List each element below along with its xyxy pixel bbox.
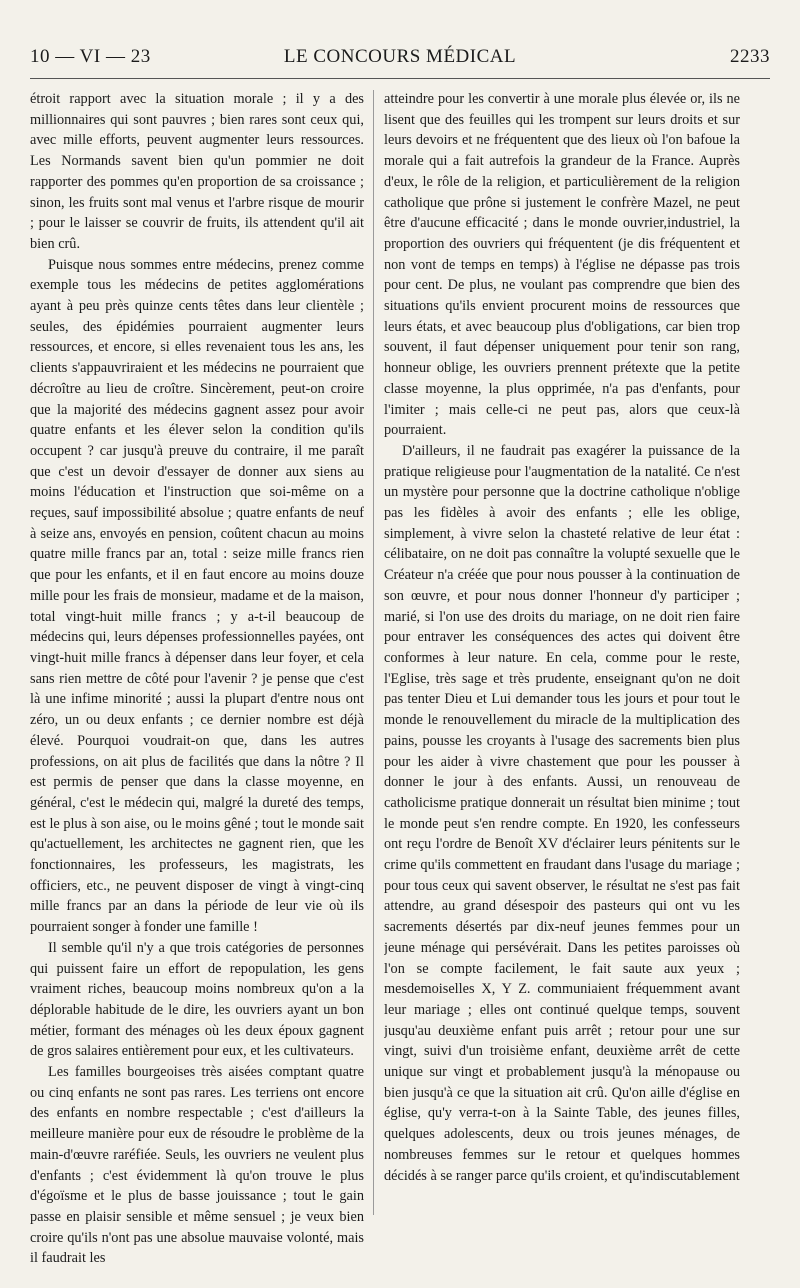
paragraph: atteindre pour les convertir à une morale plus élevée or, ils ne lisent que des feuilles qui les trompent sur leurs droits et sur leurs devoirs et ne fréquentent que des lieux où l'on bafoue la morale qui a fait autrefois la grandeur de la France. Auprès d'eux, le rôle de la religion, et particulièrement de la religion catholique que prône si justement le confrère Mazel, ne peut être d'aucune efficacité ; dans le monde ouvrier,industriel, la proportion des ouvriers qui fréquentent (je dis fréquentent et non vont de temps en temps) à l'église ne dépasse pas trois pour cent. De plus, ne voulant pas comprendre que bien des situations qu'ils envient procurent moins de ressources que leurs états, et avec beaucoup plus d'obligations, car bien trop souvent, il faut dépenser uniquement pour tenir son rang, honneur oblige, les ouvriers prennent prétexte que la petite classe moyenne, la plus opprimée, n'a pas d'enfants, pour l'imiter ; mais celle-ci ne peut pas, alors que ceux-là pourraient. — [384, 91, 740, 439]
paragraph: D'ailleurs, il ne faudrait pas exagérer la puissance de la pratique religieuse pour l'augmentation de la natalité. Ce n'est un mystère pour personne que la doctrine catholique n'oblige pas les fidèles à avoir des enfants ; elle les oblige, simplement, à vivre selon la chasteté relative de leur état : célibataire, on ne doit pas connaître la volupté sexuelle que le Créateur n'a créée que pour nous pousser à la continuation de son œuvre, et pour nous donner l'honneur d'y participer ; marié, si l'on use des droits du mariage, on ne doit rien faire pour entraver les conséquences des actes qui doivent être conformes à leur nature. En cela, comme pour le reste, l'Eglise, très sage et très prudente, enseignant qu'on ne doit pas tenter Dieu et Lui demander tous les jours et pour tout le monde le renouvellement du miracle de la multiplication des pains, pousse les croyants à l'usage des sacrements bien plus pour les aider à vivre chastement que pour les pousser à donner le jour à des enfants. Aussi, un renouveau de catholicisme pratique donnerait un résultat bien minime ; tout le monde peut s'en rendre compte. En 1920, les confesseurs ont reçu l'ordre de Benoît XV d'éclairer leurs pénitents sur le crime qu'ils commettent en fraudant dans l'usage du mariage ; pour tous ceux qui savent observer, le résultat ne s'est pas fait attendre, au grand désespoir des pasteurs qui ont vu les sacrements désertés par dix-neuf jeunes femmes pour un jeune ménage qui persévérait. Dans les petites paroisses où l'on se compte facilement, le fait saute aux yeux ; mesdemoiselles X, Y Z. communiaient fréquemment avant leur mariage ; elles ont continué quelque temps, souvent jusqu'au deuxième enfant puis arrêt ; retour pour une sur vingt, suivi d'un troisième enfant, deuxième arrêt de cette unique sur vingt et probablement jusqu'à la ménopause ou bien jusqu'à ce que la situation ait crû. Qu'on aille d'église en église, qu'y verra-t-on à la Sainte Table, des jeunes filles, quelques adolescents, deux ou trois jeunes ménages, de nombreuses femmes sur le retour et quelques hommes décidés à se ranger parce qu'ils croient, et qu'indiscutablement — [384, 442, 740, 1184]
header-date: 10 — VI — 23 — [30, 46, 151, 67]
paragraph: Puisque nous sommes entre médecins, prenez comme exemple tous les médecins de petites agglomérations ayant à peu près quinze cents têtes dans leur clientèle ; seules, des épidémies pourraient augmenter leurs ressources, et encore, si elles revenaient tous les ans, les clients s'appauvriraient et les médecins ne pourraient que décroître au lieu de croître. Sincèrement, peut-on croire que la majorité des médecins gagnent assez pour avoir quatre enfants et les élever selon la condition qu'ils occupent ? car jusqu'à preuve du contraire, il me paraît que c'est un devoir d'essayer de donner aux siens au moins l'éducation et l'instruction que soi-même on a reçues, sauf impossibilité absolue ; quatre enfants de neuf à seize ans, envoyés en pension, coûtent chacun au moins quatre mille francs par an, total : seize mille francs rien que pour les enfants, et il en faut encore au moins douze mille pour les frais de monsieur, madame et de la maison, total vingt-huit mille francs ; y a-t-il beaucoup de médecins qui, leurs dépenses professionnelles payées, ont vingt-huit mille francs à dépenser dans leur foyer, et cela sans rien mettre de côté pour l'avenir ? je pense que c'est là une infime minorité ; aussi la plupart d'entre nous ont zéro, un ou deux enfants ; ce dernier nombre est déjà élevé. Pourquoi voudrait-on que, dans les autres professions, on ait plus de facilités que dans la nôtre ? Il est permis de penser que dans la classe moyenne, en général, c'est le médecin qui, malgré la dureté des temps, est le plus à son aise, ou le moins gêné ; tout le monde sait qu'actuellement, les architectes ne gagnent rien, que les fonctionnaires, les professeurs, les magistrats, les officiers, etc., ne peuvent disposer de vingt à vingt-cinq mille francs par an dans la période de leur vie où ils pourraient songer à fonder une famille ! — [30, 256, 364, 936]
right-column — [384, 89, 740, 1269]
header-rule — [30, 78, 770, 79]
paragraph: Les familles bourgeoises très aisées comptant quatre ou cinq enfants ne sont pas rares. Les terriens ont encore des enfants en nombre respectable ; c'est d'ailleurs la meilleure manière pour eux de résoudre le problème de la main-d'œuvre raréfiée. Seuls, les ouvriers ne veulent plus d'enfants ; c'est évidemment là qu'on trouve le plus d'égoïsme et le plus de basse jouissance ; tout le gain passe en plaisir sensible et même sensuel ; je veux bien croire qu'ils n'ont pas une absolue mauvaise volonté, mais il faudrait les — [30, 1064, 364, 1267]
journal-title: LE CONCOURS MÉDICAL — [283, 46, 517, 67]
paragraph: étroit rapport avec la situation morale ; il y a des millionnaires qui sont pauvres ; bien rares sont ceux qui, avec mille efforts, peuvent augmenter leurs ressources. Les Normands savent bien qu'un pommier ne doit rapporter des pommes qu'en proportion de sa croissance ; sinon, les fruits sont mal venus et l'arbre risque de mourir ; pour le laisser se couvrir de fruits, ils attendent qu'il ait bien crû. — [30, 91, 364, 252]
left-column — [30, 89, 364, 1269]
paragraph: Il semble qu'il n'y a que trois catégories de personnes qui puissent faire un effort de repopulation, les gens vraiment riches, beaucoup moins nombreux qu'on a la déplorable habitude de le dire, les ouvriers ayant un bon métier, formant des ménages où les deux époux gagnent de gros salaires entièrement pour eux, et les cultivateurs. — [30, 939, 364, 1060]
running-header — [30, 46, 770, 72]
column-divider — [373, 90, 374, 1215]
page-number: 2233 — [730, 46, 770, 67]
